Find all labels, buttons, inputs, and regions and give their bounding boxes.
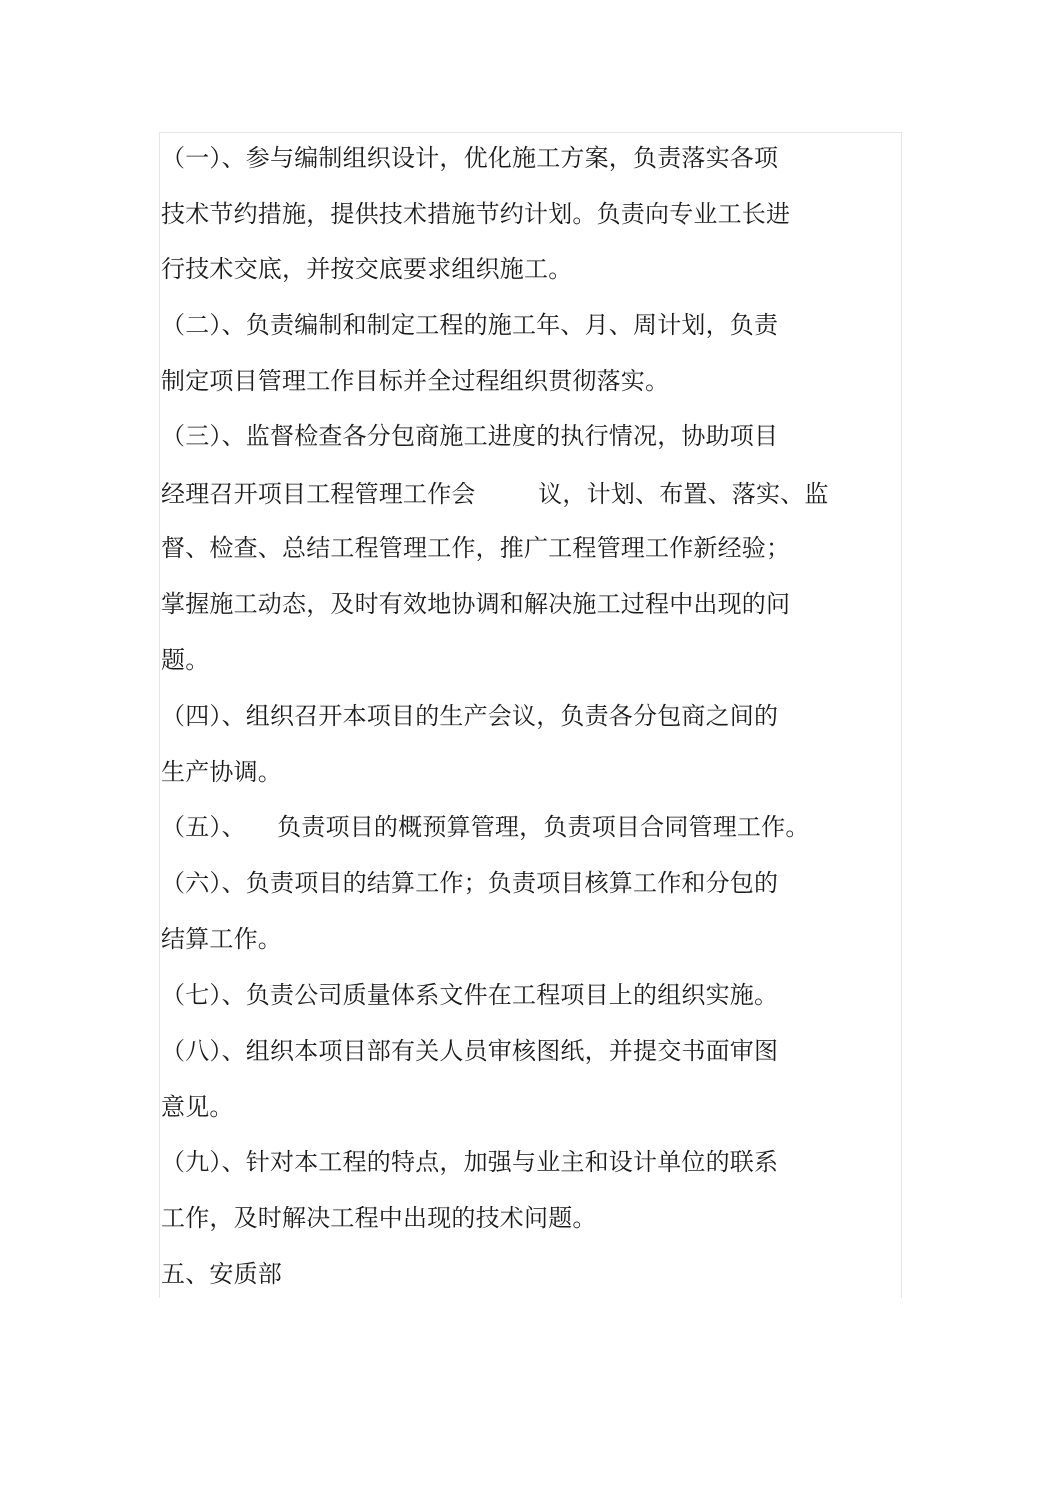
text-line: 掌握施工动态，及时有效地协调和解决施工过程中出现的问 [161,590,791,618]
text-line: （二）、负责编制和制定工程的施工年、月、周计划，负责 [161,311,779,339]
text-line: 行技术交底，并按交底要求组织施工。 [161,255,573,283]
text-line: 经理召开项目工程管理工作会 议，计划、布置、落实、监 [161,480,829,508]
text-line: 工作，及时解决工程中出现的技术问题。 [161,1204,597,1232]
text-line: 技术节约措施，提供技术措施节约计划。负责向专业工长进 [161,200,791,228]
text-line: （三）、监督检查各分包商施工进度的执行情况，协助项目 [161,422,779,450]
text-line: 制定项目管理工作目标并全过程组织贯彻落实。 [161,367,670,395]
text-line: 生产协调。 [161,758,282,786]
text-line: 结算工作。 [161,925,282,953]
text-line: （七）、负责公司质量体系文件在工程项目上的组织实施。 [161,981,779,1009]
text-line: （九）、针对本工程的特点，加强与业主和设计单位的联系 [161,1148,779,1176]
text-line: 督、检查、总结工程管理工作，推广工程管理工作新经验； [161,534,791,562]
section-heading: 五、安质部 [161,1260,282,1288]
text-line: 题。 [161,646,210,674]
text-line: 意见。 [161,1093,234,1121]
text-line: （五）、 负责项目的概预算管理，负责项目合同管理工作。 [161,813,810,841]
text-line: （一）、参与编制组织设计，优化施工方案，负责落实各项 [161,144,779,172]
text-line: （四）、组织召开本项目的生产会议，负责各分包商之间的 [161,702,779,730]
text-line: （八）、组织本项目部有关人员审核图纸，并提交书面审图 [161,1037,779,1065]
text-line: （六）、负责项目的结算工作；负责项目核算工作和分包的 [161,869,779,897]
